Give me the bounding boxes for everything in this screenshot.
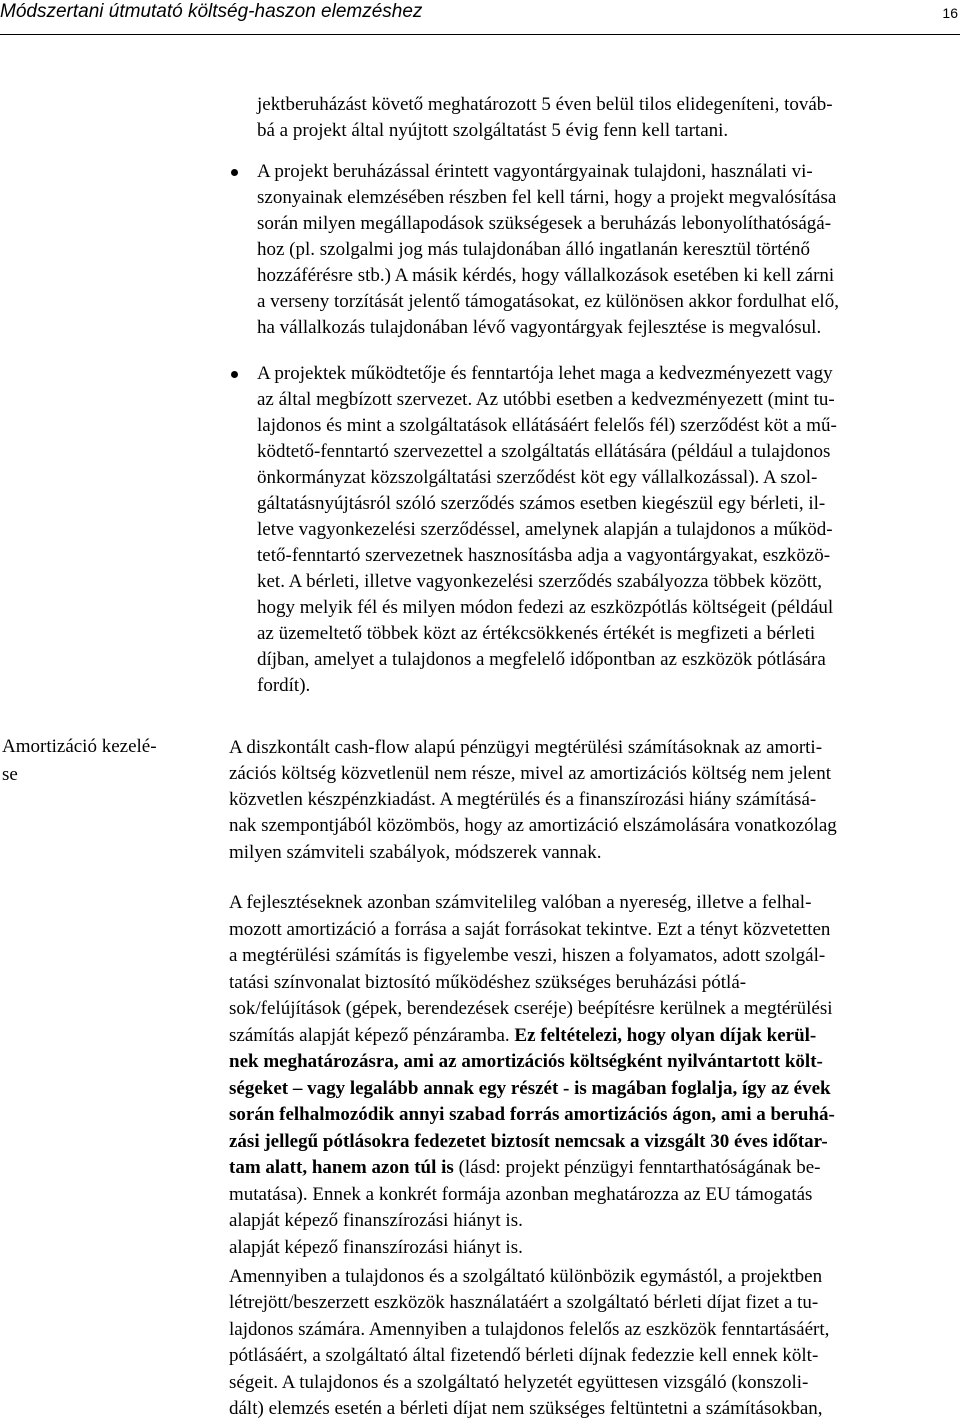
text-line: ket. A bérleti, illetve vagyonkezelési szerződés szabályozza többek között, [257, 571, 823, 592]
text-line: az által megbízott szervezet. Az utóbbi esetben a kedvezményezett (mint tu- [257, 389, 835, 410]
text-line: ködtető-fenntartó szervezettel a szolgáltatás ellátására (például a tulajdonos [257, 441, 831, 462]
page-number: 16 [942, 5, 958, 21]
bold-text-run: ségeket – vagy legalább annak egy részét - is magában foglalja, így az évek [229, 1078, 831, 1099]
text-line: mutatása). Ennek a konkrét formája azonban meghatározza az EU támogatás [229, 1184, 813, 1205]
text-line: alapját képező finanszírozási hiányt is. [229, 1237, 523, 1258]
text-line: dált) elemzés esetén a bérleti díjat nem szükséges feltüntetni a számításokban, [229, 1398, 823, 1419]
text-line: ha vállalkozás tulajdonában lévő vagyontárgyak fejlesztése is megvalósul. [257, 317, 822, 338]
text-line: letve vagyonkezelési szerződéssel, amelynek alapján a tulajdonos a működ- [257, 519, 833, 540]
text-line: során milyen megállapodások szükségesek a beruházás lebonyolíthatóságá- [257, 213, 832, 234]
text-line: ségeit. A tulajdonos és a szolgáltató helyzetét együttesen vizsgáló (konszoli- [229, 1372, 809, 1393]
text-line: szonyainak elemzésében részben fel kell tárni, hogy a projekt megvalósítása [257, 187, 837, 208]
text-line: közvetlen készpénzkiadást. A megtérülés és a finanszírozási hiány számításá- [229, 789, 817, 810]
text-line: A fejlesztéseknek azonban számvitelileg valóban a nyereség, illetve a felhal- [229, 892, 812, 913]
bold-text-run: tam alatt, hanem azon túl is [229, 1157, 454, 1178]
text-line: hozzáférésre stb.) A másik kérdés, hogy vállalkozások esetében ki kell zárni [257, 265, 835, 286]
bullet-dot [231, 371, 238, 378]
text-line: önkormányzat közszolgáltatási szerződést köt egy vállalkozással). A szol- [257, 467, 818, 488]
text-line: hogy melyik fél és milyen módon fedezi az eszközpótlás költségeit (például [257, 597, 834, 618]
text-line: a megtérülési számítás is figyelembe veszi, hiszen a folyamatos, adott szolgál- [229, 945, 826, 966]
text-line: lajdonos és mint a szolgáltatások ellátásáért felelős fél) szerződést köt a mű- [257, 415, 837, 436]
bold-text-run: során felhalmozódik annyi szabad forrás amortizációs ágon, ami a beruhá- [229, 1104, 835, 1125]
text-line [229, 1076, 831, 1102]
side-label-line: se [2, 764, 18, 785]
text-line: mozott amortizáció a forrása a saját forrásokat tekintve. Ezt a tényt közvetetten [229, 919, 831, 940]
text-line [229, 1129, 828, 1155]
text-line: nak szempontjából közömbös, hogy az amortizáció elszámolására vonatkozólag [229, 815, 837, 836]
side-label [2, 733, 157, 789]
side-label-line: Amortizáció kezelé- [2, 736, 157, 757]
text-line: pótlásáért, a szolgáltató által fizetendő bérleti díjnak fedezzie kell ennek költ- [229, 1345, 819, 1366]
text-line: tatási színvonalat biztosító működéshez szükséges beruházási pótlá- [229, 972, 747, 993]
text-line: Amennyiben a tulajdonos és a szolgáltató különbözik egymástól, a projektben [229, 1266, 823, 1287]
text-line: bá a projekt által nyújtott szolgáltatást 5 évig fenn kell tartani. [257, 120, 729, 141]
bold-text-run: Ez feltételezi, hogy olyan díjak kerül- [514, 1025, 817, 1046]
text-line: zációs költség közvetlenül nem része, mivel az amortizációs költség nem jelent [229, 763, 831, 784]
text-line: lajdonos számára. Amennyiben a tulajdonos felelős az eszközök fenntartásáért, [229, 1319, 830, 1340]
bullet-dot [231, 169, 238, 176]
text-line: A projekt beruházással érintett vagyontárgyainak tulajdoni, használati vi- [257, 161, 813, 182]
text-line [229, 1155, 821, 1181]
text-line [229, 1102, 835, 1128]
page-header [0, 0, 960, 35]
text-run: (lásd: projekt pénzügyi fenntarthatóságának be- [453, 1157, 821, 1178]
text-run: számítás alapját képező pénzáramba. [229, 1025, 515, 1046]
text-line [229, 1023, 816, 1049]
text-line: milyen számviteli szabályok, módszerek vannak. [229, 842, 602, 863]
text-line: jektberuházást követő meghatározott 5 éven belül tilos elidegeníteni, továb- [257, 94, 833, 115]
text-line: A projektek működtetője és fenntartója lehet maga a kedvezményezett vagy [257, 363, 833, 384]
text-line: alapját képező finanszírozási hiányt is. [229, 1210, 523, 1231]
text-line: fordít). [257, 675, 311, 696]
text-line: sok/felújítások (gépek, berendezések cseréje) beépítésre kerülnek a megtérülési [229, 998, 833, 1019]
bold-text-run: nek meghatározásra, ami az amortizációs költségként nyilvántartott költ- [229, 1051, 823, 1072]
text-line: gáltatásnyújtásról szóló szerződés számos esetben kiegészül egy bérleti, il- [257, 493, 826, 514]
text-line: a verseny torzítását jelentő támogatásokat, ez különösen akkor fordulhat elő, [257, 291, 839, 312]
text-line: az üzemeltető többek közt az értékcsökkenés értékét is megfizeti a bérleti [257, 623, 816, 644]
text-line: díjban, amelyet a tulajdonos a megfelelő időpontban az eszközök pótlására [257, 649, 826, 670]
text-line: hoz (pl. szolgalmi jog más tulajdonában álló ingatlanán keresztül történő [257, 239, 810, 260]
header-title: Módszertani útmutató költség-haszon elemzéshez [0, 1, 423, 22]
text-line [229, 1049, 823, 1075]
text-line: létrejött/beszerzett eszközök használatáért a szolgáltató bérleti díjat fizet a tu- [229, 1292, 819, 1313]
bold-text-run: zási jellegű pótlásokra fedezetet biztosít nemcsak a vizsgált 30 éves időtar- [229, 1131, 828, 1152]
text-line: A diszkontált cash-flow alapú pénzügyi megtérülési számításoknak az amorti- [229, 737, 823, 758]
text-line: tető-fenntartó szervezetnek hasznosításba adja a vagyontárgyakat, eszközö- [257, 545, 831, 566]
